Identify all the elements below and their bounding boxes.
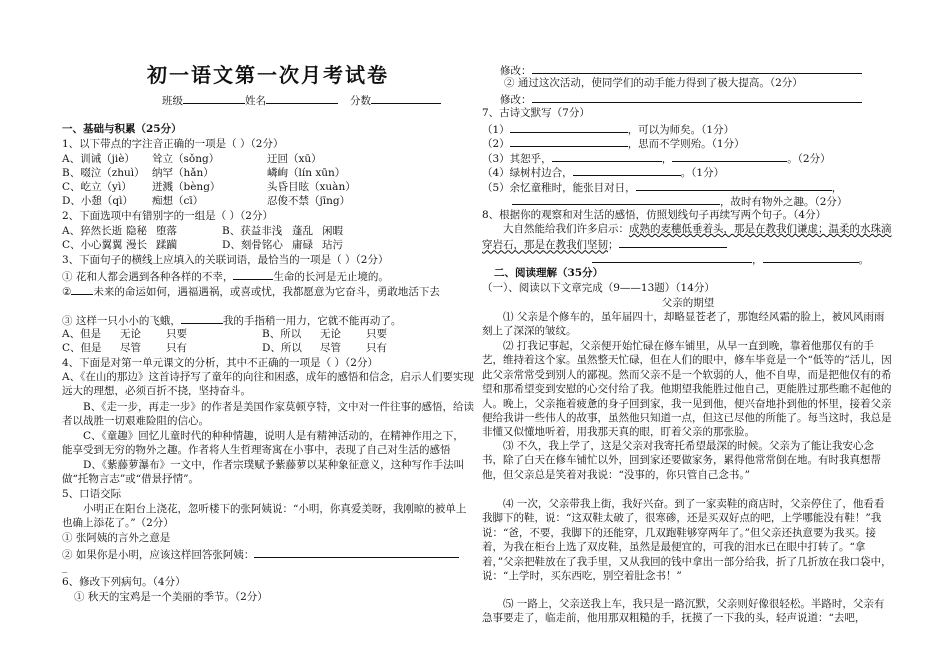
q3-blank[interactable] [181, 312, 223, 324]
q6-stem: 6、修改下列病句。（4分） [62, 576, 186, 588]
paragraph-2: ⑵ 打我记事起，父亲便开始忙碌在修车铺里，从早一直到晚，靠着他那仅有的手艺，维持着这个家。虽然整天忙碌，但在人们的眼中，修车毕竟是一个“低等的”活儿，因此父亲常常受到别人的鄙视。然而父亲不是一个软弱的人，他不自卑，而是把他仅有的希望和那希望变到安慰的心交付给了我。他期望我能胜过他自己，更能胜过那些瞧不起他的人。晚上，父亲拖着疲惫的身子回到家，我一见到他，便兴奋地扑到他的怀里，接着父亲便给我讲一些伟人的故事，虽然他只知道一点，但这已尽他的所能了。每当这时，我总是非懂又似懂地听着，用我那天真的眼，盯着父亲的那张脸。 [482, 340, 892, 439]
q6-item-2: ② 通过这次活动，使同学们的动手能力得到了极大提高。（2分） [504, 77, 803, 89]
q3-sentence-1: ① 花和人都会遇到各种各样的不幸， 生命的长河是无止境的。 [62, 268, 474, 284]
class-label: 班级 [162, 95, 183, 107]
name-label: 姓名 [245, 95, 266, 107]
q5-text: 小明正在阳台上浇花，忽听楼下的张阿姨说：“小明，你真爱美呀，我刚晾的被单上也确上添花了。”（2分） [62, 503, 467, 530]
paragraph-5: ⑸ 一路上，父亲送我上车，我只是一路沉默，父亲则好像很轻松。半路时，父亲有急事要走了，临走前，他用那双粗糙的手，抚摸了一下我的头，轻声说道：“去吧， [482, 598, 885, 625]
q7-item-1: （1） ，可以为师矣。（1分） [482, 121, 894, 137]
q1-option-row: B、啜泣（zhuì） 纳罕（hǎn） 嶙峋（lín xūn） [62, 167, 346, 179]
q7-blank[interactable] [510, 135, 628, 147]
q3-blank[interactable] [233, 268, 273, 280]
q4-option-c: C、《童趣》回忆儿童时代的种种情趣，说明人是有精神活动的，在精神作用之下，能享受到无穷的物外之趣。作者将人生哲理寄寓在小事中，表现了自己对生活的感悟 [62, 430, 464, 457]
q7-item-3: （3）其恕乎， ， 。（2分） [482, 150, 894, 166]
q7-blank[interactable] [672, 150, 787, 162]
q5-answer-field[interactable] [254, 546, 459, 558]
q5-tail: _ [62, 561, 68, 573]
q3-blank[interactable] [71, 283, 93, 295]
fix-field-1[interactable] [532, 62, 862, 74]
reading-1-stem: （一）、阅读以下文章完成（9——13题）（14分） [482, 282, 715, 294]
q7-blank[interactable] [573, 164, 681, 176]
q4-stem: 4、下面是对第一单元课文的分析，其中不正确的一项是（ ）（2分） [62, 357, 378, 369]
q7-blank[interactable] [512, 193, 720, 205]
q1-option-row: C、屹立（yì） 迸溅（bèng） 头昏目眩（xuàn） [62, 181, 356, 193]
q1-stem: 1、以下带点的字注音正确的一项是（ ）（2分） [62, 138, 284, 150]
q7-item-5-cont: ，故时有物外之趣。（2分） [512, 193, 894, 209]
q4-option-a: A、《在山的那边》这首诗抒写了童年的向往和困惑，成年的感悟和信念，启示人们要实现远大的理想，必须百折不挠，坚持奋斗。 [62, 371, 474, 398]
q7-blank[interactable] [510, 121, 628, 133]
q8-blank[interactable] [592, 251, 752, 263]
q6-item-1: ① 秋天的宝鸡是一个美丽的季节。（2分） [74, 591, 268, 603]
q3-sentence-2: ② 未来的命运如何，遇福遇祸，或喜或忧，我都愿意为它奋斗，勇敢地活下去 [62, 283, 474, 299]
paragraph-1: ⑴ 父亲是个修车的，虽年届四十，却略显苍老了，那饱经风霜的脸上，被风风雨雨刻上了深深的皱纹。 [482, 311, 885, 338]
q7-item-2: （2） ，思而不学则殆。（1分） [482, 135, 894, 151]
q3-option-row: A、但是 无论 只要 B、所以 无论 只要 [62, 328, 387, 340]
q7-item-5: （5）余忆童稚时，能张目对日， ， [482, 179, 894, 195]
q5-stem: 5、口语交际 [62, 488, 122, 500]
exam-title: 初一语文第一次月考试卷 [147, 63, 389, 87]
q5-item-1: ① 张阿姨的言外之意是 [62, 532, 171, 544]
name-field[interactable] [266, 92, 338, 104]
article-title: 父亲的期望 [661, 297, 715, 309]
q8-blank[interactable] [763, 251, 859, 263]
q7-blank[interactable] [552, 150, 662, 162]
class-field[interactable] [183, 92, 245, 104]
q5-item-2: ② 如果你是小明，应该这样回答张阿姨： [62, 546, 474, 562]
q3-option-row: C、但是 尽管 只有 D、所以 尽管 只有 [62, 342, 387, 354]
paragraph-4: ⑷ 一次，父亲带我上街，我好兴奋。到了一家卖鞋的商店时，父亲停住了，他看看我脚下的鞋，说：“这双鞋太破了，很寒碜，还是买双好点的吧，上学哪能没有鞋！”我说：“爸，不要，我脚下的还能穿，几双跑鞋够穿两年了。”但父亲还执意要为我买。接着，为我在柜台上选了双皮鞋，虽然是最便宜的，可我的泪水已在眼中打转了。“拿着，”父亲把鞋放在了我手里，又从我回的钱中拿出一部分给我，折了几折放在我口袋中，说：“上学时，买东西吃，别空着肚念书！” [482, 498, 892, 583]
score-field[interactable] [371, 92, 441, 104]
q7-blank[interactable] [636, 179, 832, 191]
q2-option-row: C、小心翼翼 漫长 蹂躏 D、刻骨铭心 庸碌 玷污 [62, 239, 343, 251]
q8-continue: ， 。 [592, 251, 894, 267]
q4-option-d: D、《紫藤萝瀑布》一文中，作者宗璞赋予紫藤萝以某种象征意义，这种写作手法叫做“托物言志”或“借景抒情”。 [62, 459, 465, 486]
q4-option-b: B、《走一步，再走一步》的作者是美国作家莫顿亨特，文中对一件往事的感悟，给读者以战胜一切艰难险阻的信心。 [62, 401, 474, 428]
score-label: 分数 [350, 95, 371, 107]
student-info-line [162, 92, 474, 108]
section-2-title: 二、阅读理解（35分） [494, 267, 604, 279]
q8-blank[interactable] [619, 236, 727, 248]
q1-option-row: A、训诫（jiè） 耸立（sǒng） 迂回（xū） [62, 153, 322, 165]
paragraph-3: ⑶ 不久，我上学了，这是父亲对我寄托希望最深的时候。父亲为了能让我安心念书，除了白天在修车铺忙以外，回到家还要做家务，累得他常常倒在地。有时我真想帮他，但父亲总是笑着对我说：“没事的，你只管自己念书。” [482, 440, 881, 481]
q8-text: 大自然能给我们许多启示：成熟的麦穗低垂着头，那是在教我们谦虚；温柔的水珠滴穿岩石，那是在教我们坚韧； [482, 223, 892, 252]
q2-option-row: A、猝然长逝 隐秘 堕落 B、获益非浅 蓬乱 闲暇 [62, 225, 343, 237]
q3-sentence-3: ③ 这样一只小小的飞蛾， 我的手指稍一用力，它就不能再动了。 [62, 312, 474, 328]
q1-option-row: D、小憩（qì） 痴想（cī） 忍俊不禁（jīng） [62, 195, 351, 207]
q8-stem: 8、根据你的观察和对生活的感悟，仿照划线句子再续写两个句子。（4分） [482, 209, 827, 221]
q7-item-4: （4）绿树村边合， 。（1分） [482, 164, 894, 180]
q2-stem: 2、下面选项中有错别字的一组是（ ）（2分） [62, 210, 273, 222]
fix-line-2: 修改： [500, 91, 894, 107]
fix-field-2[interactable] [532, 91, 862, 103]
q7-stem: 7、古诗文默写（7分） [482, 107, 590, 119]
section-1-title: 一、基础与积累（25分） [62, 123, 182, 135]
fix-line-1: 修改： [500, 62, 894, 78]
q3-stem: 3、下面句子的横线上应填入的关联词语，最恰当的一项是（ ）（2分） [62, 254, 389, 266]
